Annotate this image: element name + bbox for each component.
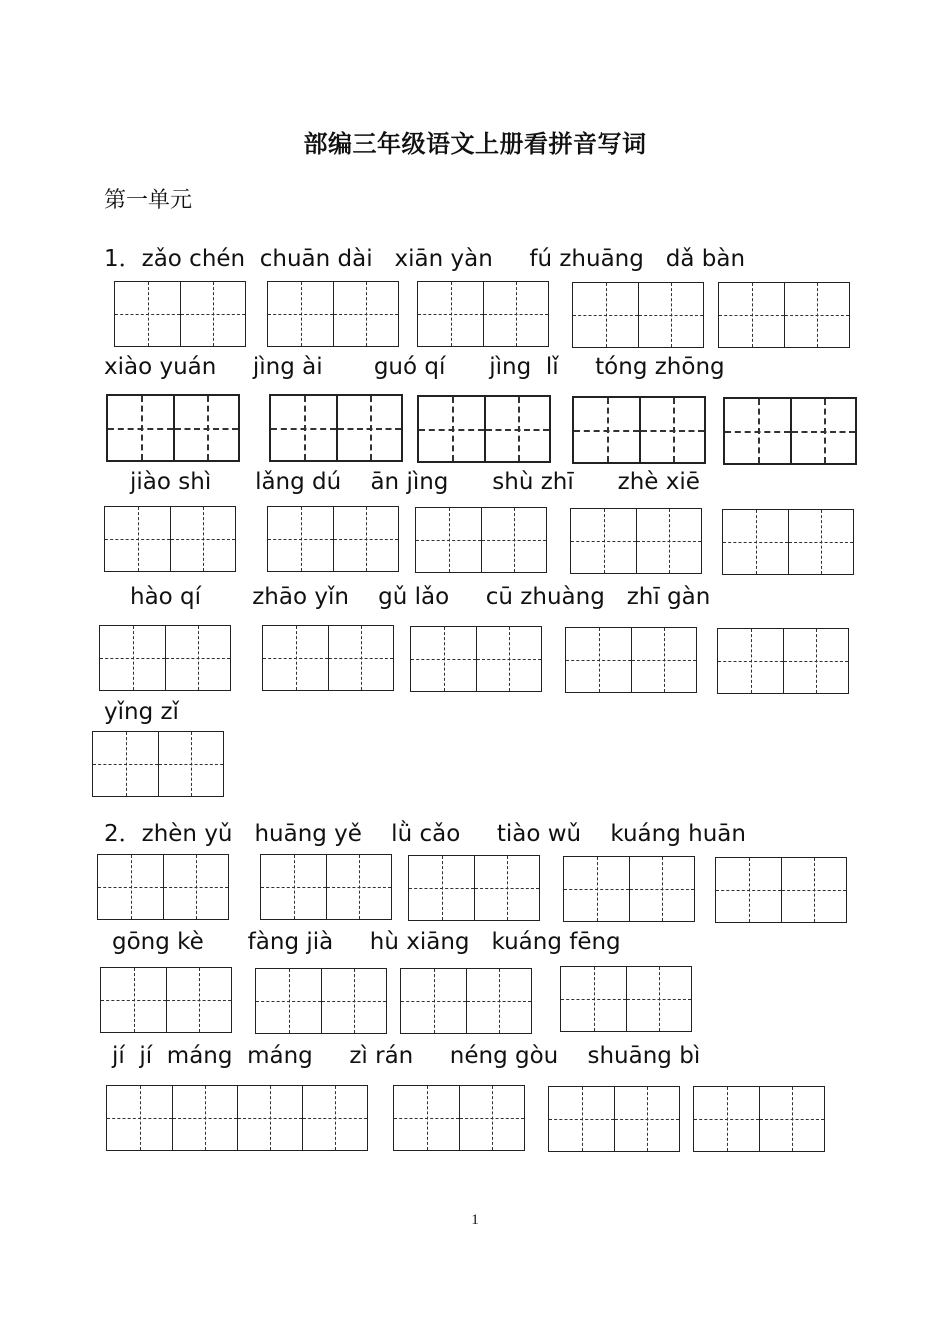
writing-grid[interactable] [92, 731, 224, 797]
writing-grid[interactable] [97, 854, 229, 920]
writing-grid[interactable] [572, 282, 704, 348]
writing-grid[interactable] [415, 507, 547, 573]
pinyin-row-8: jí jí máng máng zì rán néng gòu shuāng bì [112, 1043, 701, 1069]
pinyin-row-2: xiào yuán jìng ài guó qí jìng lǐ tóng zhōng [104, 354, 725, 380]
writing-grid[interactable] [106, 394, 240, 462]
writing-grid[interactable] [717, 628, 849, 694]
writing-grid[interactable] [410, 626, 542, 692]
writing-grid[interactable] [722, 509, 854, 575]
writing-grid-wide[interactable] [106, 1085, 368, 1151]
writing-grid[interactable] [715, 857, 847, 923]
writing-grid[interactable] [560, 966, 692, 1032]
writing-grid[interactable] [570, 508, 702, 574]
pinyin-row-5: yǐng zǐ [104, 699, 179, 725]
writing-grid[interactable] [718, 282, 850, 348]
writing-grid[interactable] [565, 627, 697, 693]
writing-grid[interactable] [260, 854, 392, 920]
writing-grid[interactable] [548, 1086, 680, 1152]
writing-grid[interactable] [572, 396, 706, 464]
writing-grid[interactable] [417, 281, 549, 347]
writing-grid[interactable] [100, 967, 232, 1033]
pinyin-row-4: hào qí zhāo yǐn gǔ lǎo cū zhuàng zhī gàn [130, 584, 711, 610]
writing-grid[interactable] [269, 394, 403, 462]
pinyin-row-6: 2．zhèn yǔ huāng yě lǜ cǎo tiào wǔ kuáng huān [104, 821, 746, 847]
pinyin-row-1: 1．zǎo chén chuān dài xiān yàn fú zhuāng dǎ bàn [104, 246, 746, 272]
page-number: 1 [471, 1212, 479, 1228]
writing-grid[interactable] [104, 506, 236, 572]
unit-heading: 第一单元 [104, 188, 193, 213]
writing-grid[interactable] [563, 856, 695, 922]
writing-grid[interactable] [262, 625, 394, 691]
writing-grid[interactable] [400, 968, 532, 1034]
writing-grid[interactable] [393, 1085, 525, 1151]
pinyin-row-3: jiào shì lǎng dú ān jìng shù zhī zhè xiē [130, 469, 700, 495]
writing-grid[interactable] [114, 281, 246, 347]
page-title: 部编三年级语文上册看拼音写词 [303, 130, 647, 158]
writing-grid[interactable] [99, 625, 231, 691]
writing-grid[interactable] [417, 395, 551, 463]
writing-grid[interactable] [255, 968, 387, 1034]
writing-grid[interactable] [267, 506, 399, 572]
writing-grid[interactable] [723, 397, 857, 465]
writing-grid[interactable] [693, 1086, 825, 1152]
writing-grid[interactable] [267, 281, 399, 347]
pinyin-row-7: gōng kè fàng jià hù xiāng kuáng fēng [112, 929, 621, 955]
writing-grid[interactable] [408, 855, 540, 921]
